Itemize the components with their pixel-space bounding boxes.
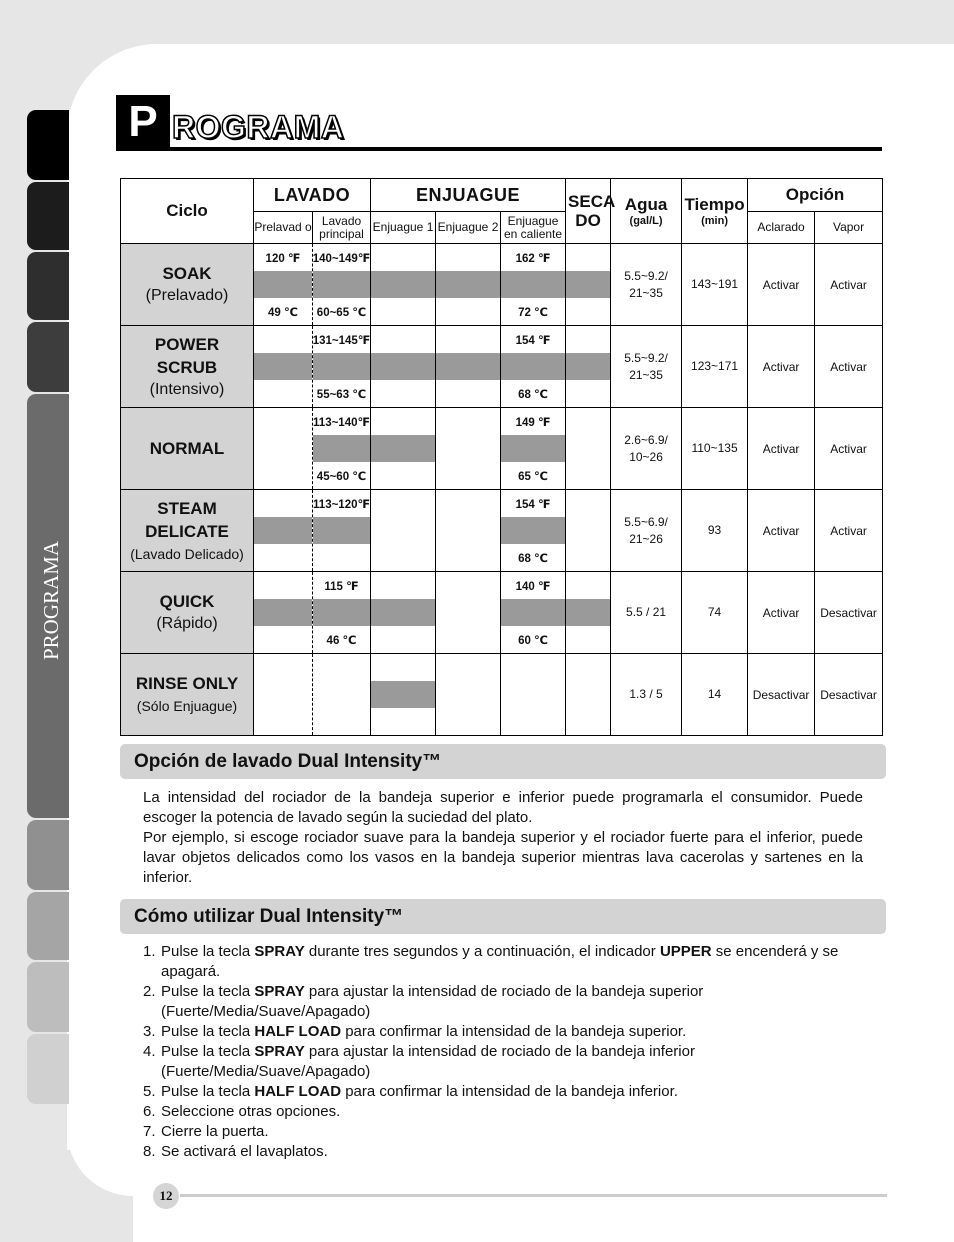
active-bar [371, 353, 435, 380]
table-row [121, 244, 883, 326]
enjuague2-cell [436, 490, 501, 572]
cycle-sub: (Lavado Delicado) [130, 545, 244, 562]
lavado-cell [313, 654, 371, 736]
active-bar [313, 599, 370, 626]
section-title-dual-intensity: Opción de lavado Dual Intensity™ [120, 744, 886, 779]
cycle-name: QUICK [159, 592, 215, 611]
page-bottom-margin [0, 1196, 133, 1242]
aclarado-value: Activar [748, 326, 815, 408]
caliente-cell [501, 490, 566, 572]
side-tab-7[interactable] [27, 892, 69, 960]
agua-header: Agua [624, 195, 668, 214]
active-bar [566, 599, 610, 626]
tiempo-value: 123~171 [682, 326, 748, 408]
agua-value: 5.5~9.2/ 21~35 [611, 326, 682, 408]
step-text: para ajustar la intensidad de rociado de la bandeja superior (Fuerte/Media/Suave/Apagado) [161, 983, 704, 1020]
active-bar [501, 435, 565, 462]
active-bar [254, 353, 312, 380]
step-number: 1. [143, 943, 156, 960]
vapor-value: Activar [815, 244, 883, 326]
enjuague2-cell [436, 244, 501, 326]
temp-f: 115 ℉ [324, 580, 359, 593]
caliente-cell [501, 326, 566, 408]
enjuague1-cell [371, 408, 436, 490]
temp-c: 49 ℃ [268, 306, 298, 319]
list-item [143, 1142, 891, 1162]
vapor-value: Activar [815, 490, 883, 572]
col-secado [566, 179, 616, 244]
temp-f: 113~140℉ [313, 416, 370, 429]
header-row-1 [121, 179, 883, 212]
step-text: durante tres segundos y a continuación, el indicador [304, 943, 660, 960]
aclarado-value: Activar [748, 490, 815, 572]
cycle-sub: (Sólo Enjuague) [136, 698, 238, 714]
temp-f: 154 ℉ [515, 334, 551, 347]
side-tab-6[interactable] [27, 820, 69, 890]
sub-enjuague1 [371, 212, 436, 244]
aclarado-header: Aclarado [757, 220, 805, 234]
aclarado-value: Activar [748, 408, 815, 490]
enjuague2-cell [436, 408, 501, 490]
step-text: Pulse la tecla [161, 983, 255, 1000]
secado-cell [566, 408, 611, 490]
temp-c: 68 ℃ [518, 388, 548, 401]
opcion-header: Opción [785, 185, 845, 204]
step-text: Pulse la tecla [161, 1083, 255, 1100]
ciclo-header: Ciclo [166, 201, 208, 220]
list-item [143, 1082, 891, 1102]
active-bar [371, 435, 435, 462]
cycle-name: NORMAL [149, 439, 225, 458]
cycle-cell [121, 572, 254, 654]
cycle-name: SOAK [162, 264, 212, 283]
sub-prelavado [254, 212, 313, 244]
enjuague1-cell [371, 654, 436, 736]
side-tab-1[interactable] [27, 110, 69, 180]
enjuague2-cell [436, 326, 501, 408]
footer-rule [180, 1194, 887, 1197]
aclarado-value: Activar [748, 572, 815, 654]
sub-enjuague-caliente [501, 212, 566, 244]
section1-paragraph-1: La intensidad del rociador de la bandeja superior e inferior puede programarla el consumidor. Puede escoger la potencia de lavado según la suciedad del plato. [143, 789, 863, 826]
enjuague1-cell [371, 244, 436, 326]
title-rest: ROGRAMA [172, 109, 345, 145]
active-bar [436, 353, 500, 380]
tiempo-value: 74 [682, 572, 748, 654]
vapor-value: Activar [815, 408, 883, 490]
active-bar [371, 599, 435, 626]
active-bar [371, 271, 435, 298]
temp-f: 140~149℉ [312, 252, 371, 265]
secado-cell [566, 244, 611, 326]
prelavado-cell [254, 654, 313, 736]
list-item [143, 1102, 891, 1122]
cycle-cell [121, 408, 254, 490]
active-bar [501, 599, 565, 626]
prelavado-cell [254, 408, 313, 490]
step-number: 2. [143, 983, 156, 1000]
temp-f: 162 ℉ [515, 252, 551, 265]
list-item [143, 982, 891, 1022]
temp-c: 46 ℃ [326, 634, 357, 647]
temp-c [313, 544, 370, 571]
temp-c: 60~65 ℃ [316, 306, 367, 319]
prelavado-cell [254, 244, 313, 326]
step-text: Pulse la tecla [161, 1023, 255, 1040]
tiempo-value: 14 [682, 654, 748, 736]
step-indicator: UPPER [659, 943, 712, 960]
col-lavado [254, 179, 371, 212]
temp-c: 60 ℃ [518, 634, 548, 647]
active-bar [313, 517, 370, 544]
cycle-sub: (Prelavado) [145, 287, 229, 304]
col-tiempo [682, 179, 748, 244]
active-bar [501, 517, 565, 544]
sub-enjuague2 [436, 212, 501, 244]
table-row [121, 654, 883, 736]
step-key: HALF LOAD [254, 1023, 342, 1040]
step-text: Cierre la puerta. [161, 1123, 269, 1140]
agua-value: 2.6~6.9/ 10~26 [611, 408, 682, 490]
enjuague1-cell [371, 326, 436, 408]
cycle-sub: (Rápido) [156, 615, 218, 632]
aclarado-value: Desactivar [748, 654, 815, 736]
active-bar [371, 681, 435, 708]
enjuague2-header: Enjuague 2 [437, 220, 499, 234]
col-enjuague [371, 179, 566, 212]
tiempo-value: 93 [682, 490, 748, 572]
lavado-cell [313, 326, 371, 408]
prelavado-cell [254, 326, 313, 408]
secado-header: SECA DO [568, 192, 616, 230]
program-table [120, 178, 883, 736]
step-number: 3. [143, 1023, 156, 1040]
temp-c: 68 ℃ [518, 552, 548, 565]
table-row [121, 408, 883, 490]
step-number: 8. [143, 1143, 156, 1160]
side-tab-3[interactable] [27, 252, 69, 320]
agua-value: 1.3 / 5 [611, 654, 682, 736]
step-key: SPRAY [254, 943, 305, 960]
cycle-cell [121, 326, 254, 408]
side-tab-9[interactable] [27, 1034, 69, 1104]
vapor-value: Activar [815, 326, 883, 408]
cycle-name: RINSE ONLY [135, 674, 239, 693]
temp-f: 113~120℉ [313, 498, 370, 511]
step-text: Seleccione otras opciones. [161, 1103, 341, 1120]
page-number: 12 [153, 1183, 179, 1209]
temp-c: 55~63 ℃ [316, 388, 367, 401]
col-opcion [748, 179, 883, 212]
active-bar [436, 271, 500, 298]
cycle-cell [121, 490, 254, 572]
active-bar [313, 435, 370, 462]
secado-cell [566, 654, 611, 736]
side-tab-label: PROGRAMA [39, 540, 63, 660]
step-number: 4. [143, 1043, 156, 1060]
cycle-name: POWER SCRUB [154, 334, 220, 377]
temp-c: 72 ℃ [518, 306, 548, 319]
table-row [121, 572, 883, 654]
enjuague1-cell [371, 490, 436, 572]
vapor-value: Desactivar [815, 572, 883, 654]
list-item [143, 942, 891, 982]
step-number: 6. [143, 1103, 156, 1120]
side-tab-2[interactable] [27, 182, 69, 250]
section1-paragraph-2: Por ejemplo, si escoge rociador suave para la bandeja superior y el rociador fuerte para el inferior, puede lavar objetos delicados como los vasos en la bandeja superior mientras lava cacerolas y sartenes en la inferior. [143, 829, 863, 886]
enjuague-caliente-header: Enjuague en caliente [504, 213, 563, 241]
temp-f: 131~145℉ [312, 334, 371, 347]
temp-f: 154 ℉ [515, 498, 551, 511]
cycle-cell [121, 654, 254, 736]
steps-list [143, 942, 891, 1162]
side-tab-8[interactable] [27, 962, 69, 1032]
enjuague2-cell [436, 572, 501, 654]
title-rule [116, 147, 882, 151]
temp-f: 120 ℉ [265, 252, 301, 265]
active-bar [566, 271, 610, 298]
cycle-sub: (Intensivo) [149, 380, 225, 398]
tiempo-value: 110~135 [682, 408, 748, 490]
title-initial: P [116, 95, 170, 149]
list-item [143, 1022, 891, 1042]
active-bar [313, 353, 370, 380]
col-ciclo [121, 179, 254, 244]
step-text: Pulse la tecla [161, 1043, 255, 1060]
agua-value: 5.5 / 21 [611, 572, 682, 654]
step-key: SPRAY [254, 983, 305, 1000]
cycle-cell [121, 244, 254, 326]
active-bar [501, 271, 565, 298]
step-text: para ajustar la intensidad de rociado de la bandeja inferior (Fuerte/Media/Suave/Apagado) [161, 1043, 695, 1080]
cycle-name: STEAM DELICATE [145, 498, 229, 541]
lavado-header: LAVADO [273, 184, 351, 205]
caliente-cell [501, 408, 566, 490]
tiempo-value: 143~191 [682, 244, 748, 326]
caliente-cell [501, 572, 566, 654]
enjuague1-header: Enjuague 1 [372, 220, 434, 234]
prelavado-cell [254, 572, 313, 654]
secado-cell [566, 326, 611, 408]
step-text: Se activará el lavaplatos. [161, 1143, 328, 1160]
list-item [143, 1042, 891, 1082]
lavado-principal-header: Lavado principal [319, 213, 364, 241]
agua-value: 5.5~6.9/ 21~26 [611, 490, 682, 572]
enjuague2-cell [436, 654, 501, 736]
vapor-header: Vapor [832, 220, 865, 234]
tiempo-header: Tiempo [684, 195, 745, 214]
temp-c: 65 ℃ [518, 470, 548, 483]
sub-lavado-principal [313, 212, 371, 244]
temp-f: 140 ℉ [515, 580, 551, 593]
tiempo-unit: (min) [701, 215, 728, 227]
lavado-cell [313, 244, 371, 326]
prelavado-header: Prelavad o [254, 220, 312, 234]
sub-vapor [815, 212, 883, 244]
enjuague-header: ENJUAGUE [416, 184, 521, 205]
caliente-cell [501, 654, 566, 736]
step-number: 5. [143, 1083, 156, 1100]
lavado-cell [313, 490, 371, 572]
agua-unit: (gal/L) [629, 215, 663, 227]
temp-c: 45~60 ℃ [316, 470, 367, 483]
active-bar [313, 271, 370, 298]
secado-cell [566, 572, 611, 654]
step-text: se encenderá y se apagará. [161, 943, 839, 980]
aclarado-value: Activar [748, 244, 815, 326]
step-key: SPRAY [254, 1043, 305, 1060]
active-bar [254, 599, 312, 626]
step-number: 7. [143, 1123, 156, 1140]
vapor-value: Desactivar [815, 654, 883, 736]
active-bar [566, 353, 610, 380]
active-bar [501, 353, 565, 380]
step-text: para confirmar la intensidad de la bandeja inferior. [341, 1083, 678, 1100]
enjuague1-cell [371, 572, 436, 654]
step-text: Pulse la tecla [161, 943, 255, 960]
secado-cell [566, 490, 611, 572]
col-agua [611, 179, 682, 244]
active-bar [254, 517, 312, 544]
table-row [121, 326, 883, 408]
list-item [143, 1122, 891, 1142]
agua-value: 5.5~9.2/ 21~35 [611, 244, 682, 326]
side-tab-4[interactable] [27, 322, 69, 392]
prelavado-cell [254, 490, 313, 572]
active-bar [254, 271, 312, 298]
caliente-cell [501, 244, 566, 326]
section-title-how-to-use: Cómo utilizar Dual Intensity™ [120, 899, 886, 934]
sub-aclarado [748, 212, 815, 244]
step-text: para confirmar la intensidad de la bandeja superior. [341, 1023, 687, 1040]
lavado-cell [313, 408, 371, 490]
step-key: HALF LOAD [254, 1083, 342, 1100]
lavado-cell [313, 572, 371, 654]
temp-f: 149 ℉ [515, 416, 551, 429]
table-row [121, 490, 883, 572]
